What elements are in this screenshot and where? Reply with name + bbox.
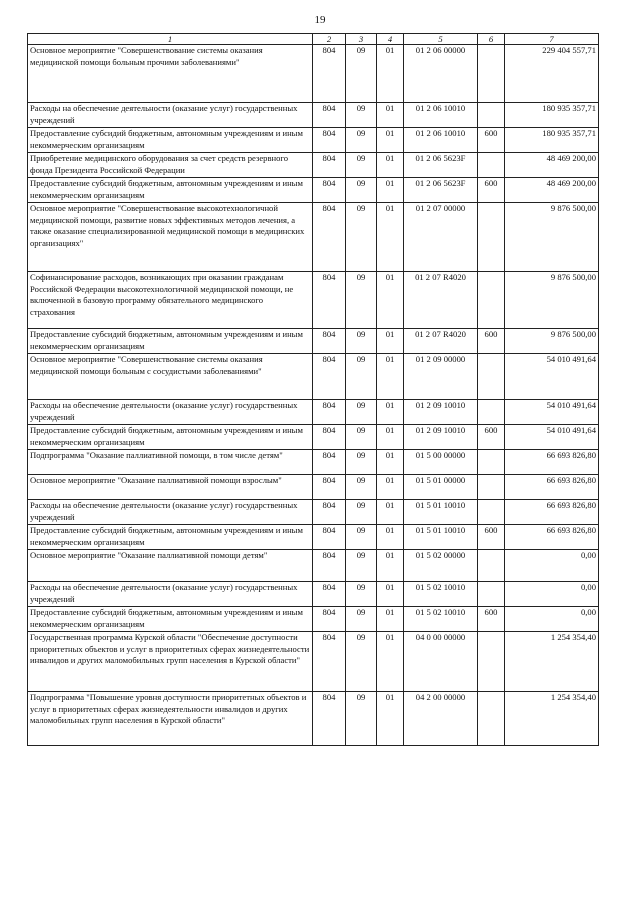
table-row	[28, 632, 599, 692]
target-article-code: 01 2 07 R4020	[404, 272, 478, 329]
page-number: 19	[314, 14, 326, 26]
grbs-code: 804	[313, 400, 346, 425]
grbs-code: 804	[313, 153, 346, 178]
grbs-code: 804	[313, 692, 346, 746]
subsection-code: 01	[377, 354, 404, 400]
section-code: 09	[346, 400, 377, 425]
section-code: 09	[346, 582, 377, 607]
row-description: Основное мероприятие "Оказание паллиативной помощи взрослым"	[28, 475, 313, 500]
amount: 0,00	[505, 550, 599, 582]
amount: 54 010 491,64	[505, 354, 599, 400]
target-article-code: 01 2 06 10010	[404, 128, 478, 153]
amount: 66 693 826,80	[505, 525, 599, 550]
target-article-code: 04 2 00 00000	[404, 692, 478, 746]
row-description: Основное мероприятие "Совершенствование высокотехнологичной медицинской помощи, развитие новых эффективных методов лечения, а также оказание специализированной медицинской помощи в медицинских организациях"	[28, 203, 313, 272]
row-description: Приобретение медицинского оборудования за счет средств резервного фонда Президента Российской Федерации	[28, 153, 313, 178]
table-row	[28, 550, 599, 582]
column-header: 5	[404, 34, 478, 45]
section-code: 09	[346, 475, 377, 500]
section-code: 09	[346, 128, 377, 153]
expense-type-code	[478, 582, 505, 607]
amount: 9 876 500,00	[505, 272, 599, 329]
expense-type-code: 600	[478, 329, 505, 354]
row-description: Расходы на обеспечение деятельности (оказание услуг) государственных учреждений	[28, 582, 313, 607]
grbs-code: 804	[313, 607, 346, 632]
amount: 229 404 557,71	[505, 45, 599, 103]
section-code: 09	[346, 450, 377, 475]
table-row	[28, 582, 599, 607]
grbs-code: 804	[313, 354, 346, 400]
row-description: Расходы на обеспечение деятельности (оказание услуг) государственных учреждений	[28, 500, 313, 525]
column-header: 3	[346, 34, 377, 45]
subsection-code: 01	[377, 272, 404, 329]
table-row	[28, 45, 599, 103]
column-header: 6	[478, 34, 505, 45]
amount: 180 935 357,71	[505, 103, 599, 128]
target-article-code: 01 2 06 10010	[404, 103, 478, 128]
table-row	[28, 692, 599, 746]
subsection-code: 01	[377, 203, 404, 272]
grbs-code: 804	[313, 550, 346, 582]
expense-type-code: 600	[478, 425, 505, 450]
target-article-code: 01 5 02 00000	[404, 550, 478, 582]
table-row	[28, 354, 599, 400]
section-code: 09	[346, 692, 377, 746]
target-article-code: 01 2 06 00000	[404, 45, 478, 103]
expense-type-code	[478, 153, 505, 178]
subsection-code: 01	[377, 607, 404, 632]
expense-type-code: 600	[478, 607, 505, 632]
expense-type-code	[478, 45, 505, 103]
expense-type-code	[478, 550, 505, 582]
subsection-code: 01	[377, 550, 404, 582]
row-description: Государственная программа Курской области "Обеспечение доступности приоритетных объектов и услуг в приоритетных сферах жизнедеятельности инвалидов и других маломобильных групп населения в Курской области"	[28, 632, 313, 692]
amount: 66 693 826,80	[505, 450, 599, 475]
subsection-code: 01	[377, 475, 404, 500]
table-row	[28, 103, 599, 128]
section-code: 09	[346, 525, 377, 550]
amount: 9 876 500,00	[505, 203, 599, 272]
table-row	[28, 500, 599, 525]
section-code: 09	[346, 550, 377, 582]
section-code: 09	[346, 203, 377, 272]
expense-type-code	[478, 103, 505, 128]
amount: 66 693 826,80	[505, 500, 599, 525]
target-article-code: 01 2 07 R4020	[404, 329, 478, 354]
subsection-code: 01	[377, 525, 404, 550]
grbs-code: 804	[313, 329, 346, 354]
target-article-code: 01 5 02 10010	[404, 582, 478, 607]
target-article-code: 01 2 06 5623F	[404, 178, 478, 203]
amount: 180 935 357,71	[505, 128, 599, 153]
row-description: Софинансирование расходов, возникающих при оказании гражданам Российской Федерации высокотехнологичной медицинской помощи, не включенной в базовую программу обязательного медицинского страхования	[28, 272, 313, 329]
grbs-code: 804	[313, 272, 346, 329]
row-description: Предоставление субсидий бюджетным, автономным учреждениям и иным некоммерческим организациям	[28, 178, 313, 203]
expense-type-code: 600	[478, 178, 505, 203]
expense-type-code	[478, 354, 505, 400]
subsection-code: 01	[377, 500, 404, 525]
row-description: Предоставление субсидий бюджетным, автономным учреждениям и иным некоммерческим организациям	[28, 525, 313, 550]
amount: 1 254 354,40	[505, 632, 599, 692]
amount: 1 254 354,40	[505, 692, 599, 746]
row-description: Предоставление субсидий бюджетным, автономным учреждениям и иным некоммерческим организациям	[28, 128, 313, 153]
target-article-code: 04 0 00 00000	[404, 632, 478, 692]
grbs-code: 804	[313, 128, 346, 153]
expense-type-code: 600	[478, 128, 505, 153]
subsection-code: 01	[377, 582, 404, 607]
grbs-code: 804	[313, 475, 346, 500]
grbs-code: 804	[313, 500, 346, 525]
expense-type-code	[478, 203, 505, 272]
table-row	[28, 607, 599, 632]
target-article-code: 01 2 09 10010	[404, 425, 478, 450]
grbs-code: 804	[313, 582, 346, 607]
expense-type-code	[478, 450, 505, 475]
column-header: 4	[377, 34, 404, 45]
subsection-code: 01	[377, 103, 404, 128]
row-description: Основное мероприятие "Оказание паллиативной помощи детям"	[28, 550, 313, 582]
target-article-code: 01 5 01 10010	[404, 500, 478, 525]
column-header: 1	[28, 34, 313, 45]
subsection-code: 01	[377, 400, 404, 425]
grbs-code: 804	[313, 203, 346, 272]
table-row	[28, 425, 599, 450]
row-description: Расходы на обеспечение деятельности (оказание услуг) государственных учреждений	[28, 103, 313, 128]
expense-type-code: 600	[478, 525, 505, 550]
amount: 0,00	[505, 582, 599, 607]
section-code: 09	[346, 425, 377, 450]
target-article-code: 01 5 02 10010	[404, 607, 478, 632]
subsection-code: 01	[377, 329, 404, 354]
amount: 48 469 200,00	[505, 153, 599, 178]
amount: 54 010 491,64	[505, 425, 599, 450]
section-code: 09	[346, 354, 377, 400]
section-code: 09	[346, 607, 377, 632]
column-header: 2	[313, 34, 346, 45]
grbs-code: 804	[313, 525, 346, 550]
expense-type-code	[478, 400, 505, 425]
table-row	[28, 272, 599, 329]
expense-type-code	[478, 475, 505, 500]
subsection-code: 01	[377, 178, 404, 203]
budget-table	[27, 33, 599, 746]
table-row	[28, 203, 599, 272]
subsection-code: 01	[377, 153, 404, 178]
section-code: 09	[346, 153, 377, 178]
section-code: 09	[346, 500, 377, 525]
section-code: 09	[346, 272, 377, 329]
target-article-code: 01 5 01 00000	[404, 475, 478, 500]
section-code: 09	[346, 178, 377, 203]
section-code: 09	[346, 45, 377, 103]
table-row	[28, 450, 599, 475]
target-article-code: 01 5 01 10010	[404, 525, 478, 550]
amount: 0,00	[505, 607, 599, 632]
table-row	[28, 329, 599, 354]
table-row	[28, 525, 599, 550]
target-article-code: 01 2 07 00000	[404, 203, 478, 272]
target-article-code: 01 5 00 00000	[404, 450, 478, 475]
table-row	[28, 475, 599, 500]
subsection-code: 01	[377, 45, 404, 103]
table-row	[28, 128, 599, 153]
subsection-code: 01	[377, 450, 404, 475]
subsection-code: 01	[377, 128, 404, 153]
column-header: 7	[505, 34, 599, 45]
table-row	[28, 178, 599, 203]
expense-type-code	[478, 272, 505, 329]
target-article-code: 01 2 06 5623F	[404, 153, 478, 178]
row-description: Основное мероприятие "Совершенствование системы оказания медицинской помощи больным прочими заболеваниями"	[28, 45, 313, 103]
expense-type-code	[478, 692, 505, 746]
amount: 54 010 491,64	[505, 400, 599, 425]
row-description: Подпрограмма "Повышение уровня доступности приоритетных объектов и услуг в приоритетных сферах жизнедеятельности инвалидов и других маломобильных групп населения в Курской области"	[28, 692, 313, 746]
expense-type-code	[478, 632, 505, 692]
table-row	[28, 400, 599, 425]
grbs-code: 804	[313, 103, 346, 128]
section-code: 09	[346, 632, 377, 692]
grbs-code: 804	[313, 632, 346, 692]
subsection-code: 01	[377, 632, 404, 692]
target-article-code: 01 2 09 10010	[404, 400, 478, 425]
expense-type-code	[478, 500, 505, 525]
target-article-code: 01 2 09 00000	[404, 354, 478, 400]
row-description: Расходы на обеспечение деятельности (оказание услуг) государственных учреждений	[28, 400, 313, 425]
row-description: Основное мероприятие "Совершенствование системы оказания медицинской помощи больным с сосудистыми заболеваниями"	[28, 354, 313, 400]
grbs-code: 804	[313, 425, 346, 450]
grbs-code: 804	[313, 450, 346, 475]
grbs-code: 804	[313, 45, 346, 103]
table-row	[28, 153, 599, 178]
row-description: Предоставление субсидий бюджетным, автономным учреждениям и иным некоммерческим организациям	[28, 329, 313, 354]
row-description: Предоставление субсидий бюджетным, автономным учреждениям и иным некоммерческим организациям	[28, 607, 313, 632]
grbs-code: 804	[313, 178, 346, 203]
subsection-code: 01	[377, 425, 404, 450]
section-code: 09	[346, 329, 377, 354]
subsection-code: 01	[377, 692, 404, 746]
section-code: 09	[346, 103, 377, 128]
row-description: Предоставление субсидий бюджетным, автономным учреждениям и иным некоммерческим организациям	[28, 425, 313, 450]
row-description: Подпрограмма "Оказание паллиативной помощи, в том числе детям"	[28, 450, 313, 475]
amount: 9 876 500,00	[505, 329, 599, 354]
amount: 48 469 200,00	[505, 178, 599, 203]
amount: 66 693 826,80	[505, 475, 599, 500]
column-number-row	[28, 34, 599, 45]
